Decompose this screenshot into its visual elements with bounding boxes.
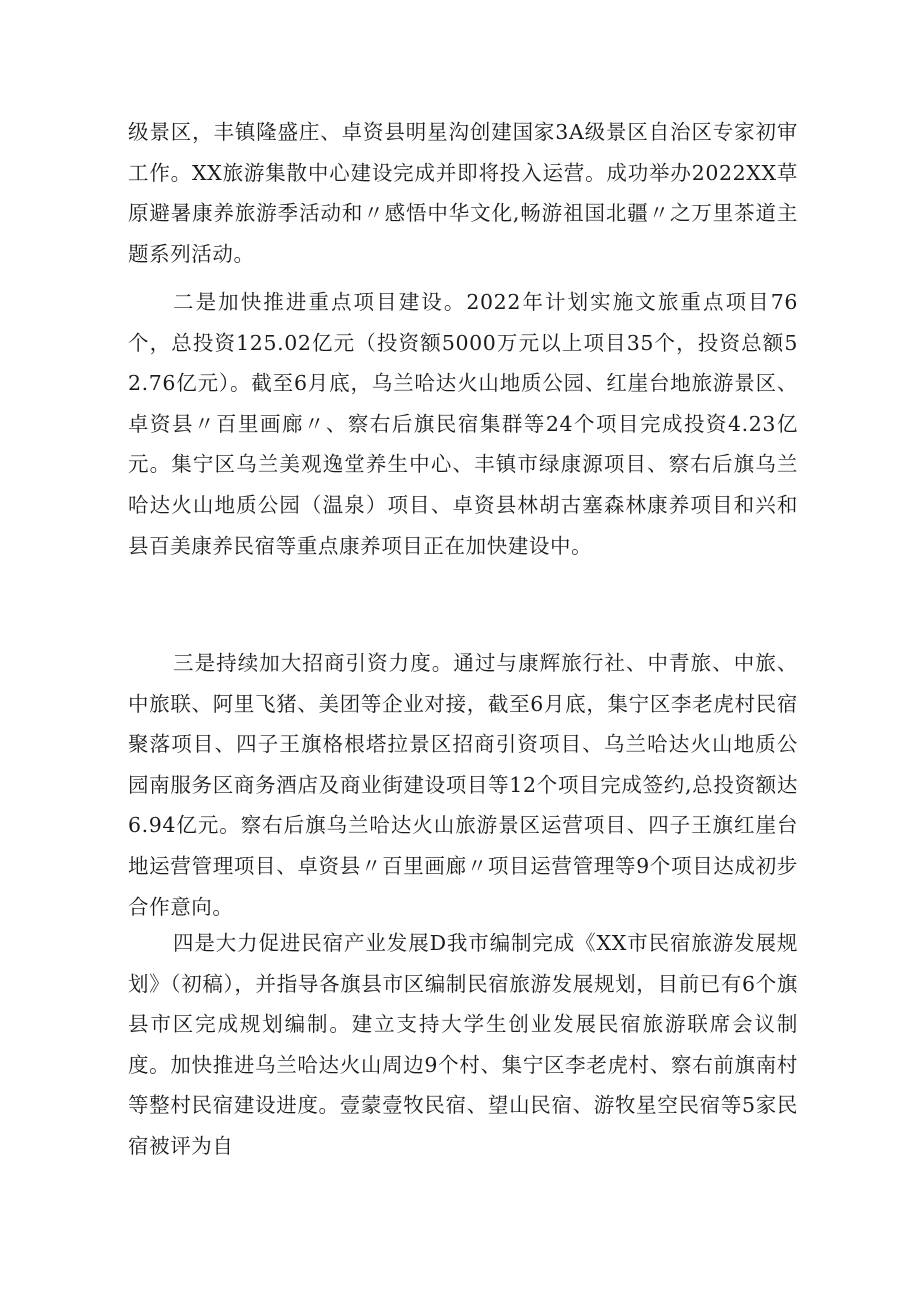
paragraph-investment-promotion: 三是持续加大招商引资力度。通过与康辉旅行社、中青旅、中旅、中旅联、阿里飞猪、美团等企业对接，截至6月底，集宁区李老虎村民宿聚落项目、四子王旗格根塔拉景区招商引资项目、乌兰哈达火山地质公园南服务区商务酒店及商业街建设项目等12个项目完成签约,总投资额达6.94亿元。察右后旗乌兰哈达火山旅游景区运营项目、四子王旗红崖台地运营管理项目、卓资县〃百里画廊〃项目运营管理等9个项目达成初步合作意向。: [128, 651, 798, 919]
paragraph-homestay-industry: 四是大力促进民宿产业发展D我市编制完成《XX市民宿旅游发展规划》（初稿），并指导各旗县市区编制民宿旅游发展规划，目前已有6个旗县市区完成规划编制。建立支持大学生创业发展民宿旅游联席会议制度。加快推进乌兰哈达火山周边9个村、集宁区李老虎村、察右前旗南村等整村民宿建设进度。壹蒙壹牧民宿、望山民宿、游牧星空民宿等5家民宿被评为自: [128, 931, 798, 1158]
paragraph-key-projects: 二是加快推进重点项目建设。2022年计划实施文旅重点项目76个，总投资125.02亿元（投资额5000万元以上项目35个，投资总额52.76亿元）。截至6月底，乌兰哈达火山地质公园、红崖台地旅游景区、卓资县〃百里画廊〃、察右后旗民宿集群等24个项目完成投资4.23亿元。集宁区乌兰美观逸堂养生中心、丰镇市绿康源项目、察右后旗乌兰哈达火山地质公园（温泉）项目、卓资县林胡古塞森林康养项目和兴和县百美康养民宿等重点康养项目正在加快建设中。: [128, 290, 798, 558]
paragraph-continuation: 级景区，丰镇隆盛庄、卓资县明星沟创建国家3A级景区自治区专家初审工作。XX旅游集散中心建设完成并即将投入运营。成功举办2022XX草原避暑康养旅游季活动和〃感悟中华文化,畅游祖国北疆〃之万里茶道主题系列活动。: [128, 120, 798, 266]
